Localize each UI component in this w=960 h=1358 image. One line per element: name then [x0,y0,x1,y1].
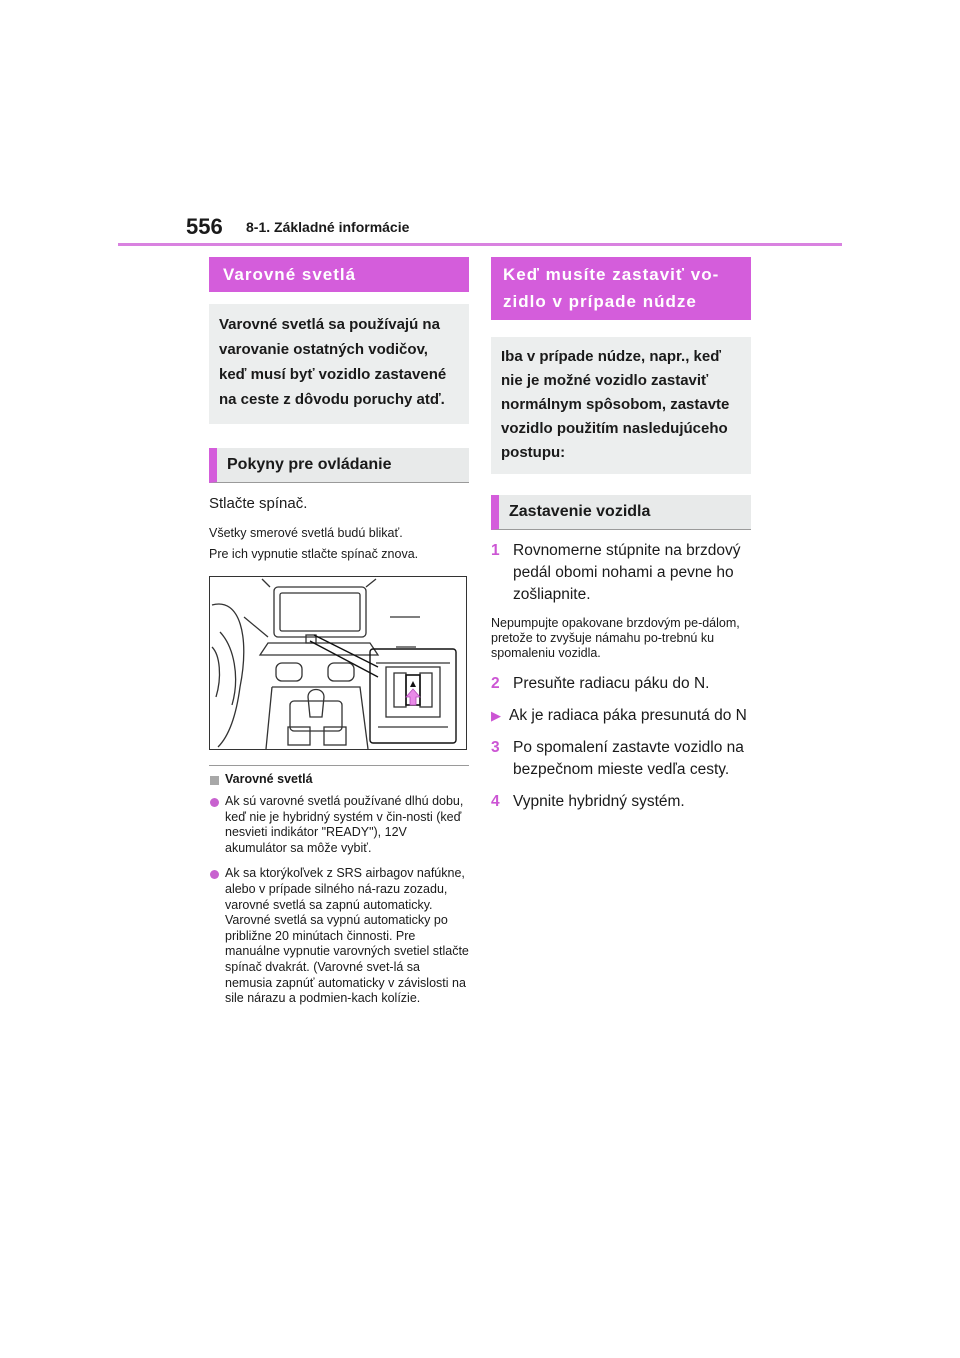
right-column [491,257,751,813]
step-text: Vypnite hybridný systém. [513,793,685,810]
section-label: 8-1. Základné informácie [246,219,410,235]
step-1 [491,540,751,606]
step-number: 4 [491,793,500,810]
off-note: Pre ich vypnutie stlačte spínač znova. [209,547,419,561]
page-number: 556 [186,214,223,239]
sub-step-text: Ak je radiaca páka presunutá do N [509,707,747,724]
step-2 [491,673,751,695]
instructions-heading: Pokyny pre ovládanie [209,448,469,483]
step-number: 1 [491,542,500,559]
figure-divider [209,765,469,766]
circle-bullet-icon [210,798,219,807]
dashboard-illustration [210,577,466,749]
step-3 [491,737,751,781]
note-heading-text: Varovné svetlá [225,772,313,786]
step-number: 3 [491,739,500,756]
note-bullet [209,794,469,856]
note-bullet-text: Ak sú varovné svetlá používané dlhú dobu, keď nie je hybridný systém v čin-nosti (keď nesvieti indikátor "READY"), 12V akumulátor sa môže vybiť. [225,794,464,855]
step-number: 2 [491,675,500,692]
arrow-up-icon [406,689,420,705]
triangle-right-icon: ▶ [491,708,501,723]
step-1-note: Nepumpujte opakovane brzdovým pe-dálom, pretože to zvyšuje námahu po-trebnú ku spomaleniu vozidla. [491,616,740,660]
step-text: Presuňte radiacu páku do N. [513,675,710,692]
square-bullet-icon [210,776,219,785]
stop-vehicle-heading: Zastavenie vozidla [491,495,751,530]
circle-bullet-icon [210,870,219,879]
hazard-lights-title: Varovné svetlá [209,257,469,292]
blink-note: Všetky smerové svetlá budú blikať. [209,526,403,540]
hazard-lights-intro: Varovné svetlá sa používajú na varovanie ostatných vodičov, keď musí byť vozidlo zastavené na ceste z dôvodu poruchy atď. [209,304,469,424]
note-bullet [209,866,469,1006]
step-text: Po spomalení zastavte vozidlo na bezpečnom mieste vedľa cesty. [513,739,744,778]
note-heading [209,772,469,786]
note-bullet-text: Ak sa ktorýkoľvek z SRS airbagov nafúkne, alebo v prípade silného ná-razu zozadu, varovné svetlá sa zapnú automaticky. Varovné svetlá sa vypnú automaticky po približne 20 minútach činnosti. Pre manuálne vypnutie varovných svetiel stlačte spínač dvakrát. (Varovné svet-lá sa nemusia zapnúť automaticky v závislosti na sile nárazu a podmien-kach kolízie. [225,866,469,1006]
hazard-triangle-icon [410,681,416,687]
step-text: Rovnomerne stúpnite na brzdový pedál obomi nohami a pevne ho zošliapnite. [513,542,741,603]
sub-step [491,705,751,727]
step-4 [491,791,751,813]
left-column [209,257,469,1007]
hazard-switch-figure [209,576,467,750]
press-switch-text: Stlačte spínač. [209,495,308,512]
emergency-stop-title: Keď musíte zastaviť vo-zidlo v prípade núdze [491,257,751,320]
header-rule [118,243,842,246]
emergency-stop-intro: Iba v prípade núdze, napr., keď nie je možné vozidlo zastaviť normálnym spôsobom, zastavte vozidlo použitím nasledujúceho postupu: [491,337,751,474]
